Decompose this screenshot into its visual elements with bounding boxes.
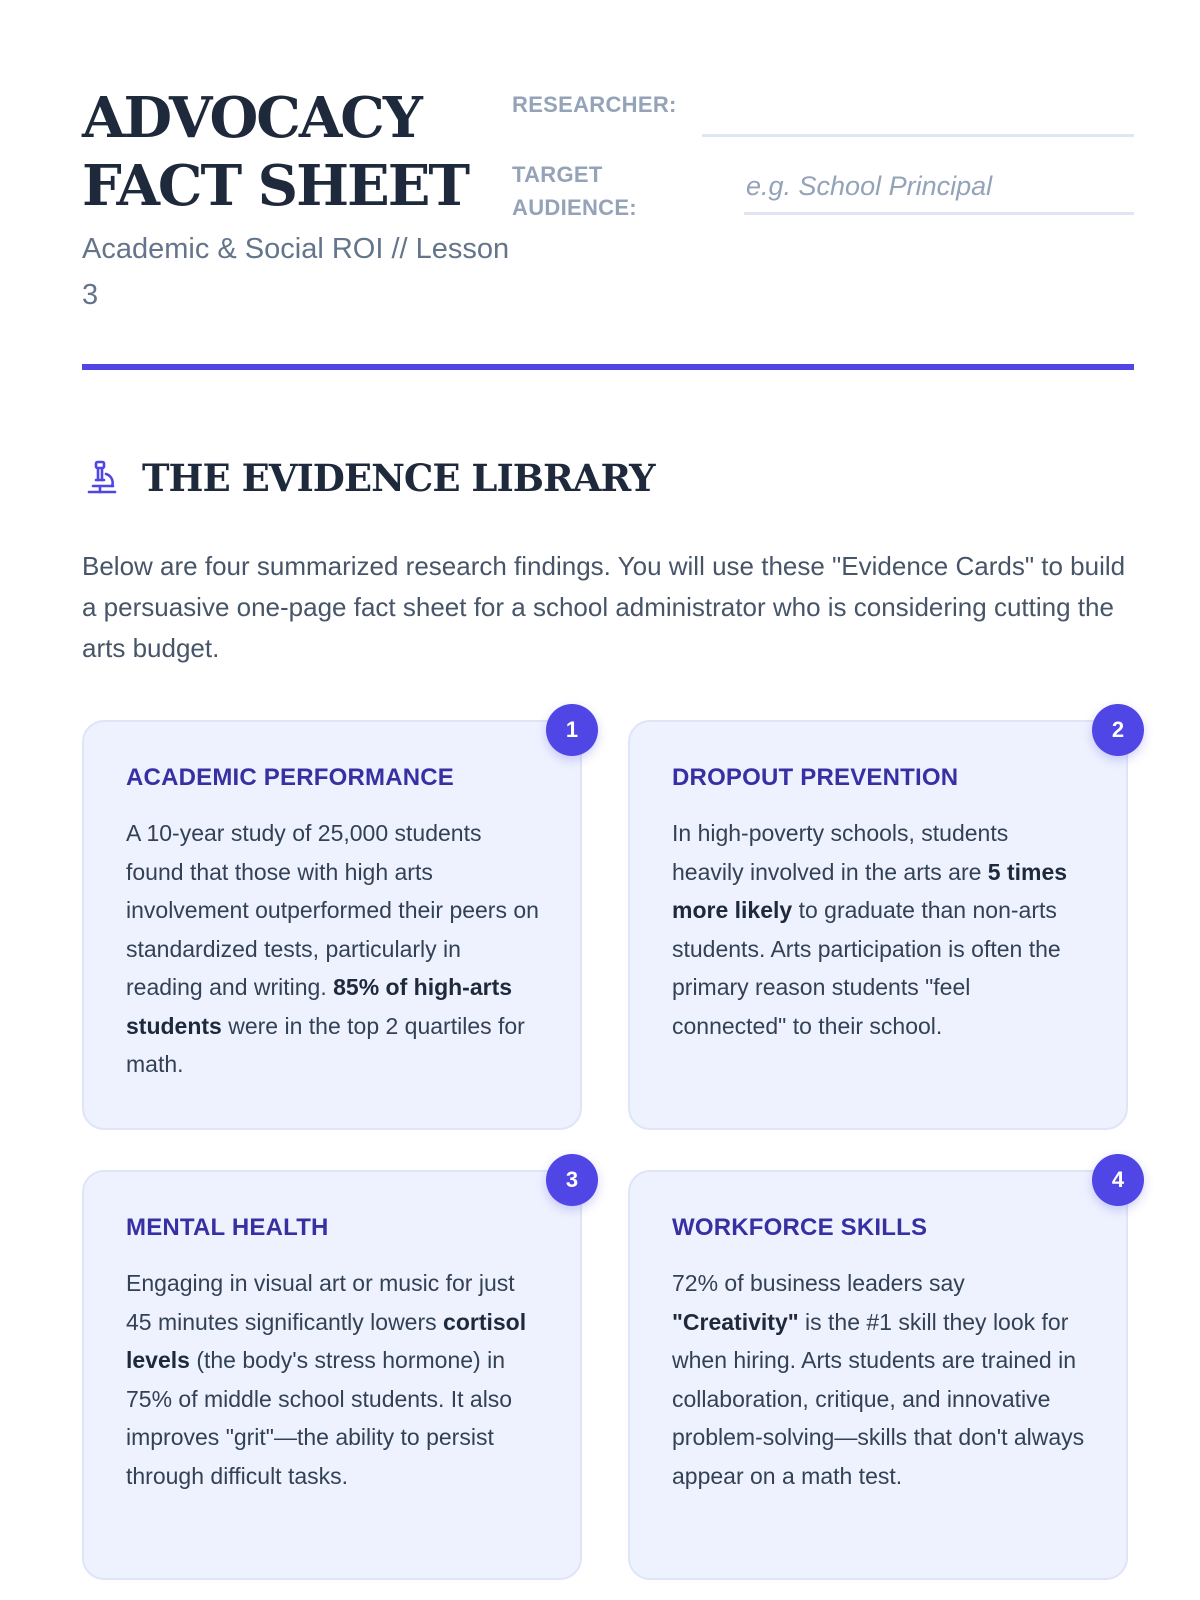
header [82,84,1134,318]
card-text: to graduate than non-arts students. Arts participation is often the primary reason students "feel connected" to their school. [672,897,1061,1039]
evidence-card-workforce [628,1167,1128,1580]
section-header [82,456,655,500]
target-audience-input[interactable] [744,166,1134,215]
card-text: Engaging in visual art or music for just 45 minutes significantly lowers [126,1270,515,1335]
card-number-badge: 2 [1092,704,1144,756]
title-block [82,84,512,318]
evidence-card-academic [82,717,582,1130]
card-highlight: "Creativity" [672,1308,799,1335]
card-title: MENTAL HEALTH [126,1214,329,1241]
target-audience-label: TARGET AUDIENCE: [512,162,637,220]
card-text: A 10-year study of 25,000 students found that those with high arts involvement outperformed their peers on standardized tests, particularly in reading and writing. [126,820,539,1000]
page-title-line-2: FACT SHEET [82,153,469,219]
header-divider [82,364,1134,370]
page-subtitle: Academic & Social ROI // Lesson 3 [82,233,510,311]
card-text: is the #1 skill they look for when hiring. Arts students are trained in collaboration, critique, and innovative problem-solving—skills that don't always appear on a math test. [672,1308,1085,1489]
card-text: were in the top 2 quartiles for math. [126,1012,525,1077]
section-title: THE EVIDENCE LIBRARY [142,456,655,500]
researcher-input[interactable] [702,92,1134,137]
card-body [672,814,1086,1045]
evidence-card-mental-health [82,1167,582,1580]
card-number-badge: 1 [546,704,598,756]
card-highlight: 85% of high-arts students [126,974,513,1039]
page-title [82,84,512,220]
card-highlight: cortisol levels [126,1308,527,1373]
card-title: WORKFORCE SKILLS [672,1214,928,1241]
card-number-badge: 3 [546,1154,598,1206]
section-intro: Below are four summarized research findings. You will use these "Evidence Cards" to build a persuasive one-page fact sheet for a school administrator who is considering cutting the arts budget. [82,551,1126,663]
header-fields [512,84,1134,318]
card-body [126,1264,540,1495]
card-title: ACADEMIC PERFORMANCE [126,764,454,791]
microscope-icon [82,458,122,498]
card-text: In high-poverty schools, students heavily involved in the arts are [672,820,1009,885]
card-title: DROPOUT PREVENTION [672,764,959,791]
card-body [672,1264,1086,1495]
card-highlight: 5 times more likely [672,858,1068,923]
evidence-card-dropout [628,717,1128,1130]
researcher-label: RESEARCHER: [512,92,677,117]
page-title-line-1: ADVOCACY [82,85,421,151]
card-text: 72% of business leaders say [672,1270,965,1296]
card-number-badge: 4 [1092,1154,1144,1206]
card-text: (the body's stress hormone) in 75% of middle school students. It also improves "grit"—the ability to persist through difficult tasks. [126,1347,513,1489]
card-body [126,814,540,1084]
